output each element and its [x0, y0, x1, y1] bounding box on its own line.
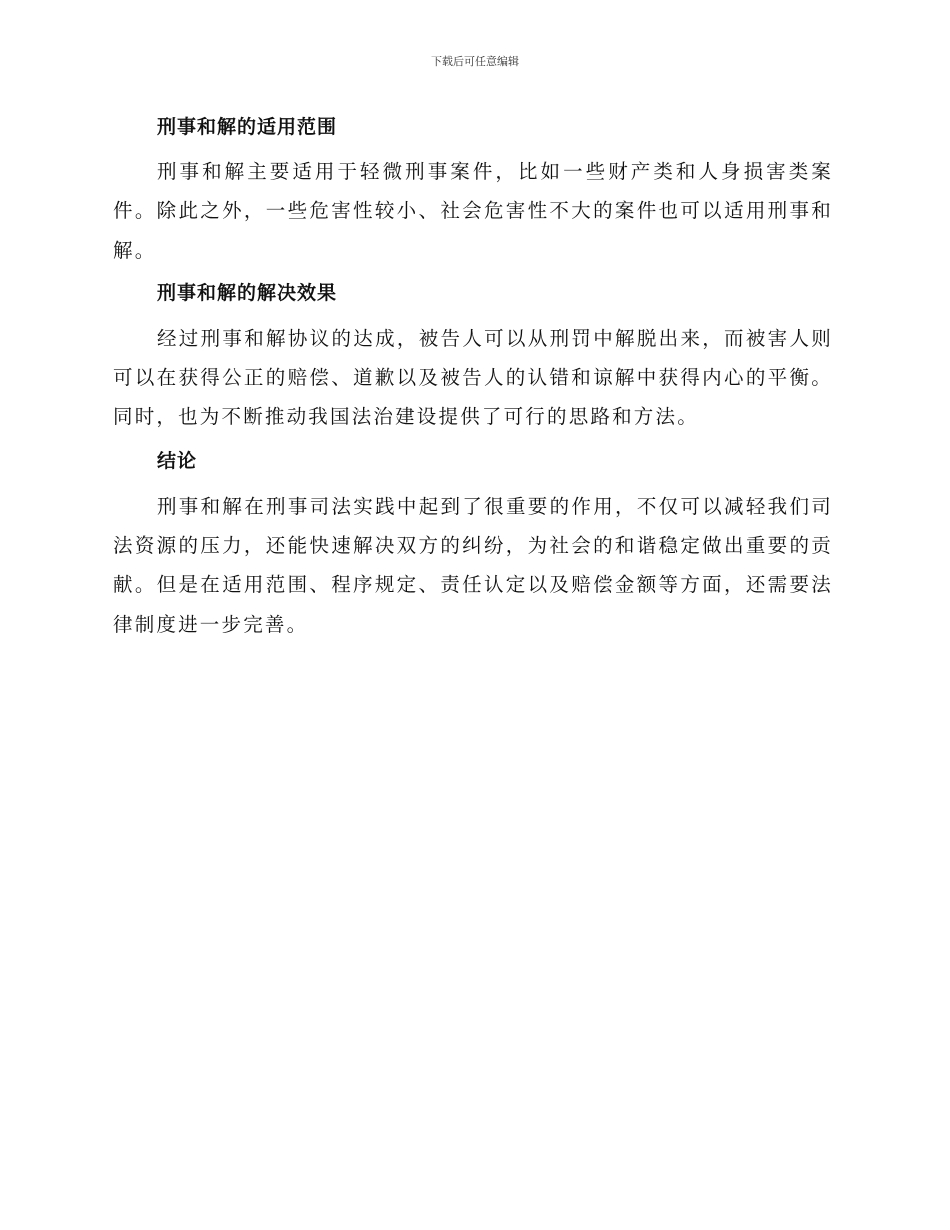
section-heading-scope: 刑事和解的适用范围 — [157, 116, 338, 138]
section-heading-effect: 刑事和解的解决效果 — [157, 281, 338, 304]
document-body — [113, 112, 833, 644]
section-paragraph-conclusion: 刑事和解在刑事司法实践中起到了很重要的作用，不仅可以减轻我们司法资源的压力，还能快速解决双方的纠纷，为社会的和谐稳定做出重要的贡献。但是在适用范围、程序规定、责任认定以及赔偿金额等方面，还需要法律制度进一步完善。 — [113, 494, 833, 636]
section-paragraph-effect: 经过刑事和解协议的达成，被告人可以从刑罚中解脱出来，而被害人则可以在获得公正的赔偿、道歉以及被告人的认错和谅解中获得内心的平衡。同时，也为不断推动我国法治建设提供了可行的思路和方法。 — [113, 326, 833, 429]
section-heading-conclusion: 结论 — [157, 449, 198, 472]
section-paragraph-scope: 刑事和解主要适用于轻微刑事案件，比如一些财产类和人身损害类案件。除此之外，一些危害性较小、社会危害性不大的案件也可以适用刑事和解。 — [113, 160, 833, 262]
page-header: 下载后可任意编辑 — [431, 55, 519, 68]
